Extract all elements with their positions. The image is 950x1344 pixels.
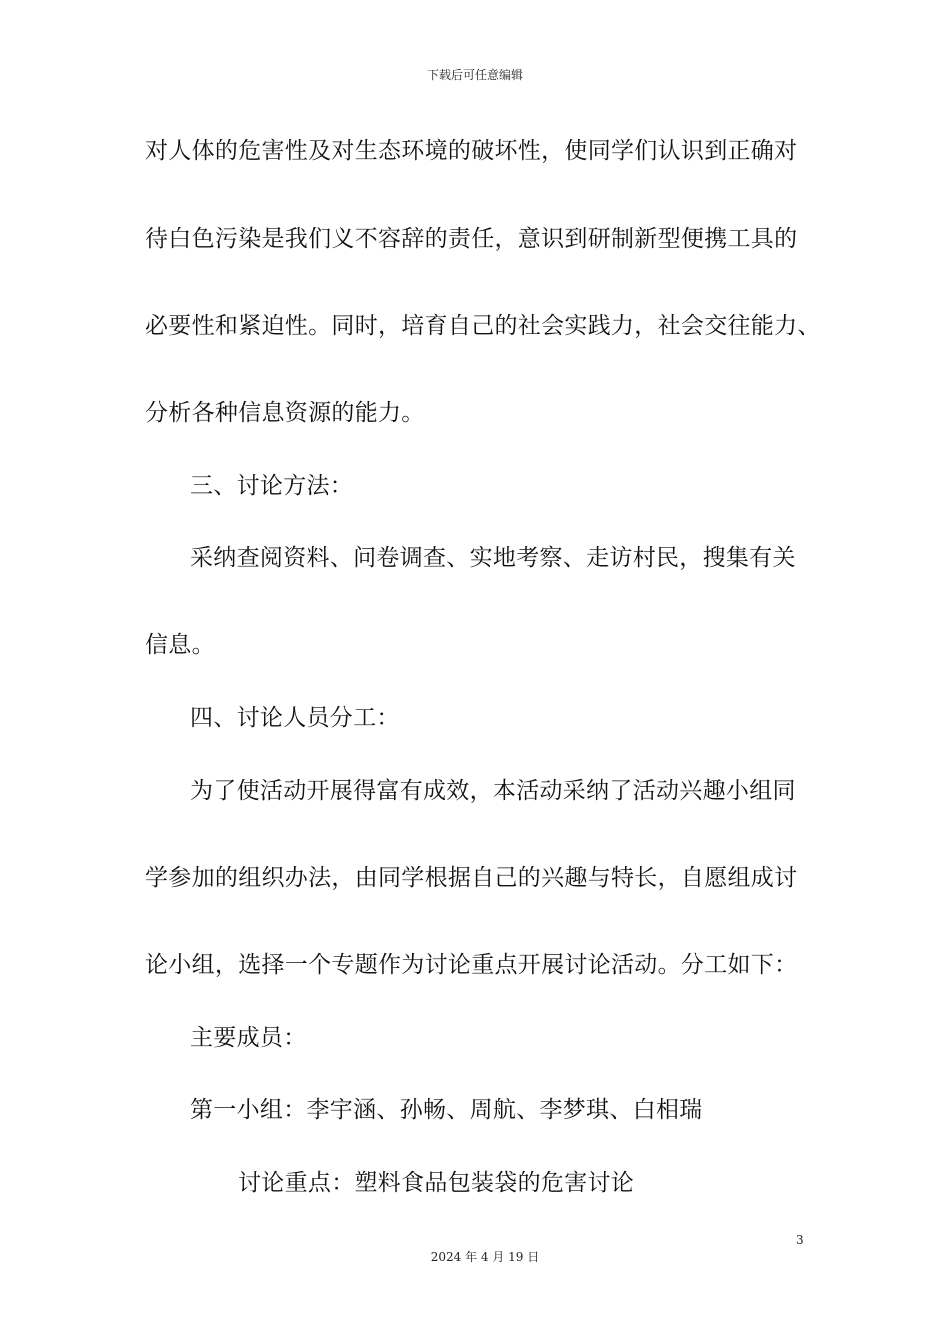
body-line: 对人体的危害性及对生态环境的破坏性，使同学们认识到正确对 bbox=[145, 138, 798, 164]
body-line: 采纳查阅资料、问卷调查、实地考察、走访村民，搜集有关 bbox=[190, 545, 796, 571]
body-line: 待白色污染是我们义不容辞的责任，意识到研制新型便携工具的 bbox=[145, 226, 798, 252]
body-line: 为了使活动开展得富有成效，本活动采纳了活动兴趣小组同 bbox=[190, 778, 796, 804]
page-number: 3 bbox=[796, 1233, 804, 1247]
body-line: 分析各种信息资源的能力。 bbox=[145, 400, 425, 426]
body-line: 信息。 bbox=[145, 632, 215, 658]
body-line: 学参加的组织办法，由同学根据自己的兴趣与特长，自愿组成讨 bbox=[145, 865, 798, 891]
section-heading-staffing: 四、讨论人员分工： bbox=[190, 705, 400, 731]
page-header: 下载后可任意编辑 bbox=[426, 68, 523, 82]
body-line: 论小组，选择一个专题作为讨论重点开展讨论活动。分工如下： bbox=[145, 952, 798, 978]
footer-date: 2024 年 4 月 19 日 bbox=[430, 1250, 540, 1264]
body-line: 必要性和紧迫性。同时，培育自己的社会实践力，社会交往能力、 bbox=[145, 313, 821, 339]
group-one-focus: 讨论重点：塑料食品包装袋的危害讨论 bbox=[238, 1170, 635, 1196]
members-heading: 主要成员： bbox=[190, 1025, 307, 1051]
section-heading-methods: 三、讨论方法： bbox=[190, 473, 354, 499]
group-one-members: 第一小组：李宇涵、孙畅、周航、李梦琪、白相瑞 bbox=[190, 1097, 703, 1123]
